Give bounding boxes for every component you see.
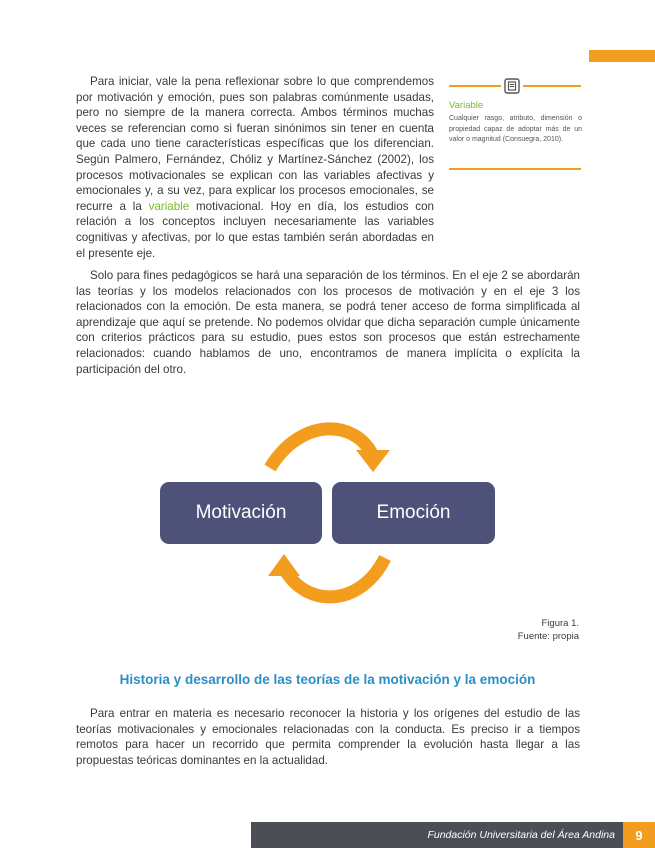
- top-accent-bar: [589, 50, 655, 62]
- bottom-arrowhead: [268, 554, 300, 576]
- page-number: 9: [623, 822, 655, 848]
- intro-text-start: Para iniciar, vale la pena reflexionar sobre lo que comprendemos por motivación y emoción, pues son palabras comúnmente usadas, pero no siempre de la manera correcta. Ambos términos muchas veces se referencian como si fueran sinónimos sin tener en cuenta que cada uno tiene características específicas que los diferencian. Según Palmero, Fernández, Chóliz y Martínez-Sánchez (2002), los procesos motivacionales se explican con las variables afectivas y emocionales y, a su vez, para explicar los procesos emocionales, se recurre a la: [76, 75, 434, 213]
- emotion-box: Emoción: [332, 482, 495, 544]
- figure-caption: [518, 617, 579, 643]
- footer-bar: [251, 822, 623, 848]
- intro-text-end: motivacional. Hoy en día, los estudios con relación a los conceptos incluyen necesariamente las variables cognitivas y afectivas, por lo que estas también serán abordadas en el presente eje.: [76, 199, 434, 260]
- glossary-definition: Cualquier rasgo, atributo, dimensión o propiedad capaz de adoptar más de un valor o magnitud (Consuegra, 2010).: [449, 115, 582, 143]
- footer-institution: Fundación Universitaria del Área Andina: [427, 829, 615, 841]
- figure-label: Figura 1.: [541, 618, 579, 629]
- glossary-rule-right: [523, 85, 581, 87]
- top-cycle-arrow: [270, 429, 373, 468]
- third-paragraph: Para entrar en materia es necesario reconocer la historia y los orígenes del estudio de las teorías motivacionales y emocionales relacionadas con la conducta. Es preciso ir a tiempos remotos para hacer un recorrido que permita comprender la evolución hasta llegar a las propuestas teóricas dominantes en la actualidad.: [76, 707, 580, 767]
- glossary-book-icon: [504, 78, 520, 94]
- top-arrowhead: [356, 450, 390, 472]
- second-paragraph: Solo para fines pedagógicos se hará una separación de los términos. En el eje 2 se abordarán las teorías y los modelos relacionados con los procesos de motivación y en el eje 3 los relacionados con la emoción. De esta manera, se podrá tener acceso de forma simplificada al aprendizaje que aquí se pretende. No podemos olvidar que dicha separación cumple únicamente con criterios prácticos para su estudio, pues estos son procesos que están estrechamente relacionados: cuando hablamos de uno, encontramos de manera implícita o explícita la participación del otro.: [76, 269, 580, 376]
- motivation-emotion-diagram: [150, 408, 510, 618]
- glossary-rule-left: [449, 85, 501, 87]
- glossary-rule-bottom: [449, 168, 581, 170]
- section-heading: Historia y desarrollo de las teorías de la motivación y la emoción: [119, 672, 536, 687]
- intro-paragraph: [76, 74, 434, 261]
- glossary-term: Variable: [449, 100, 484, 111]
- figure-source: Fuente: propia: [517, 631, 579, 642]
- motivation-box: Motivación: [160, 482, 322, 544]
- variable-glossary-link[interactable]: variable: [148, 199, 190, 213]
- bottom-cycle-arrow: [284, 558, 385, 597]
